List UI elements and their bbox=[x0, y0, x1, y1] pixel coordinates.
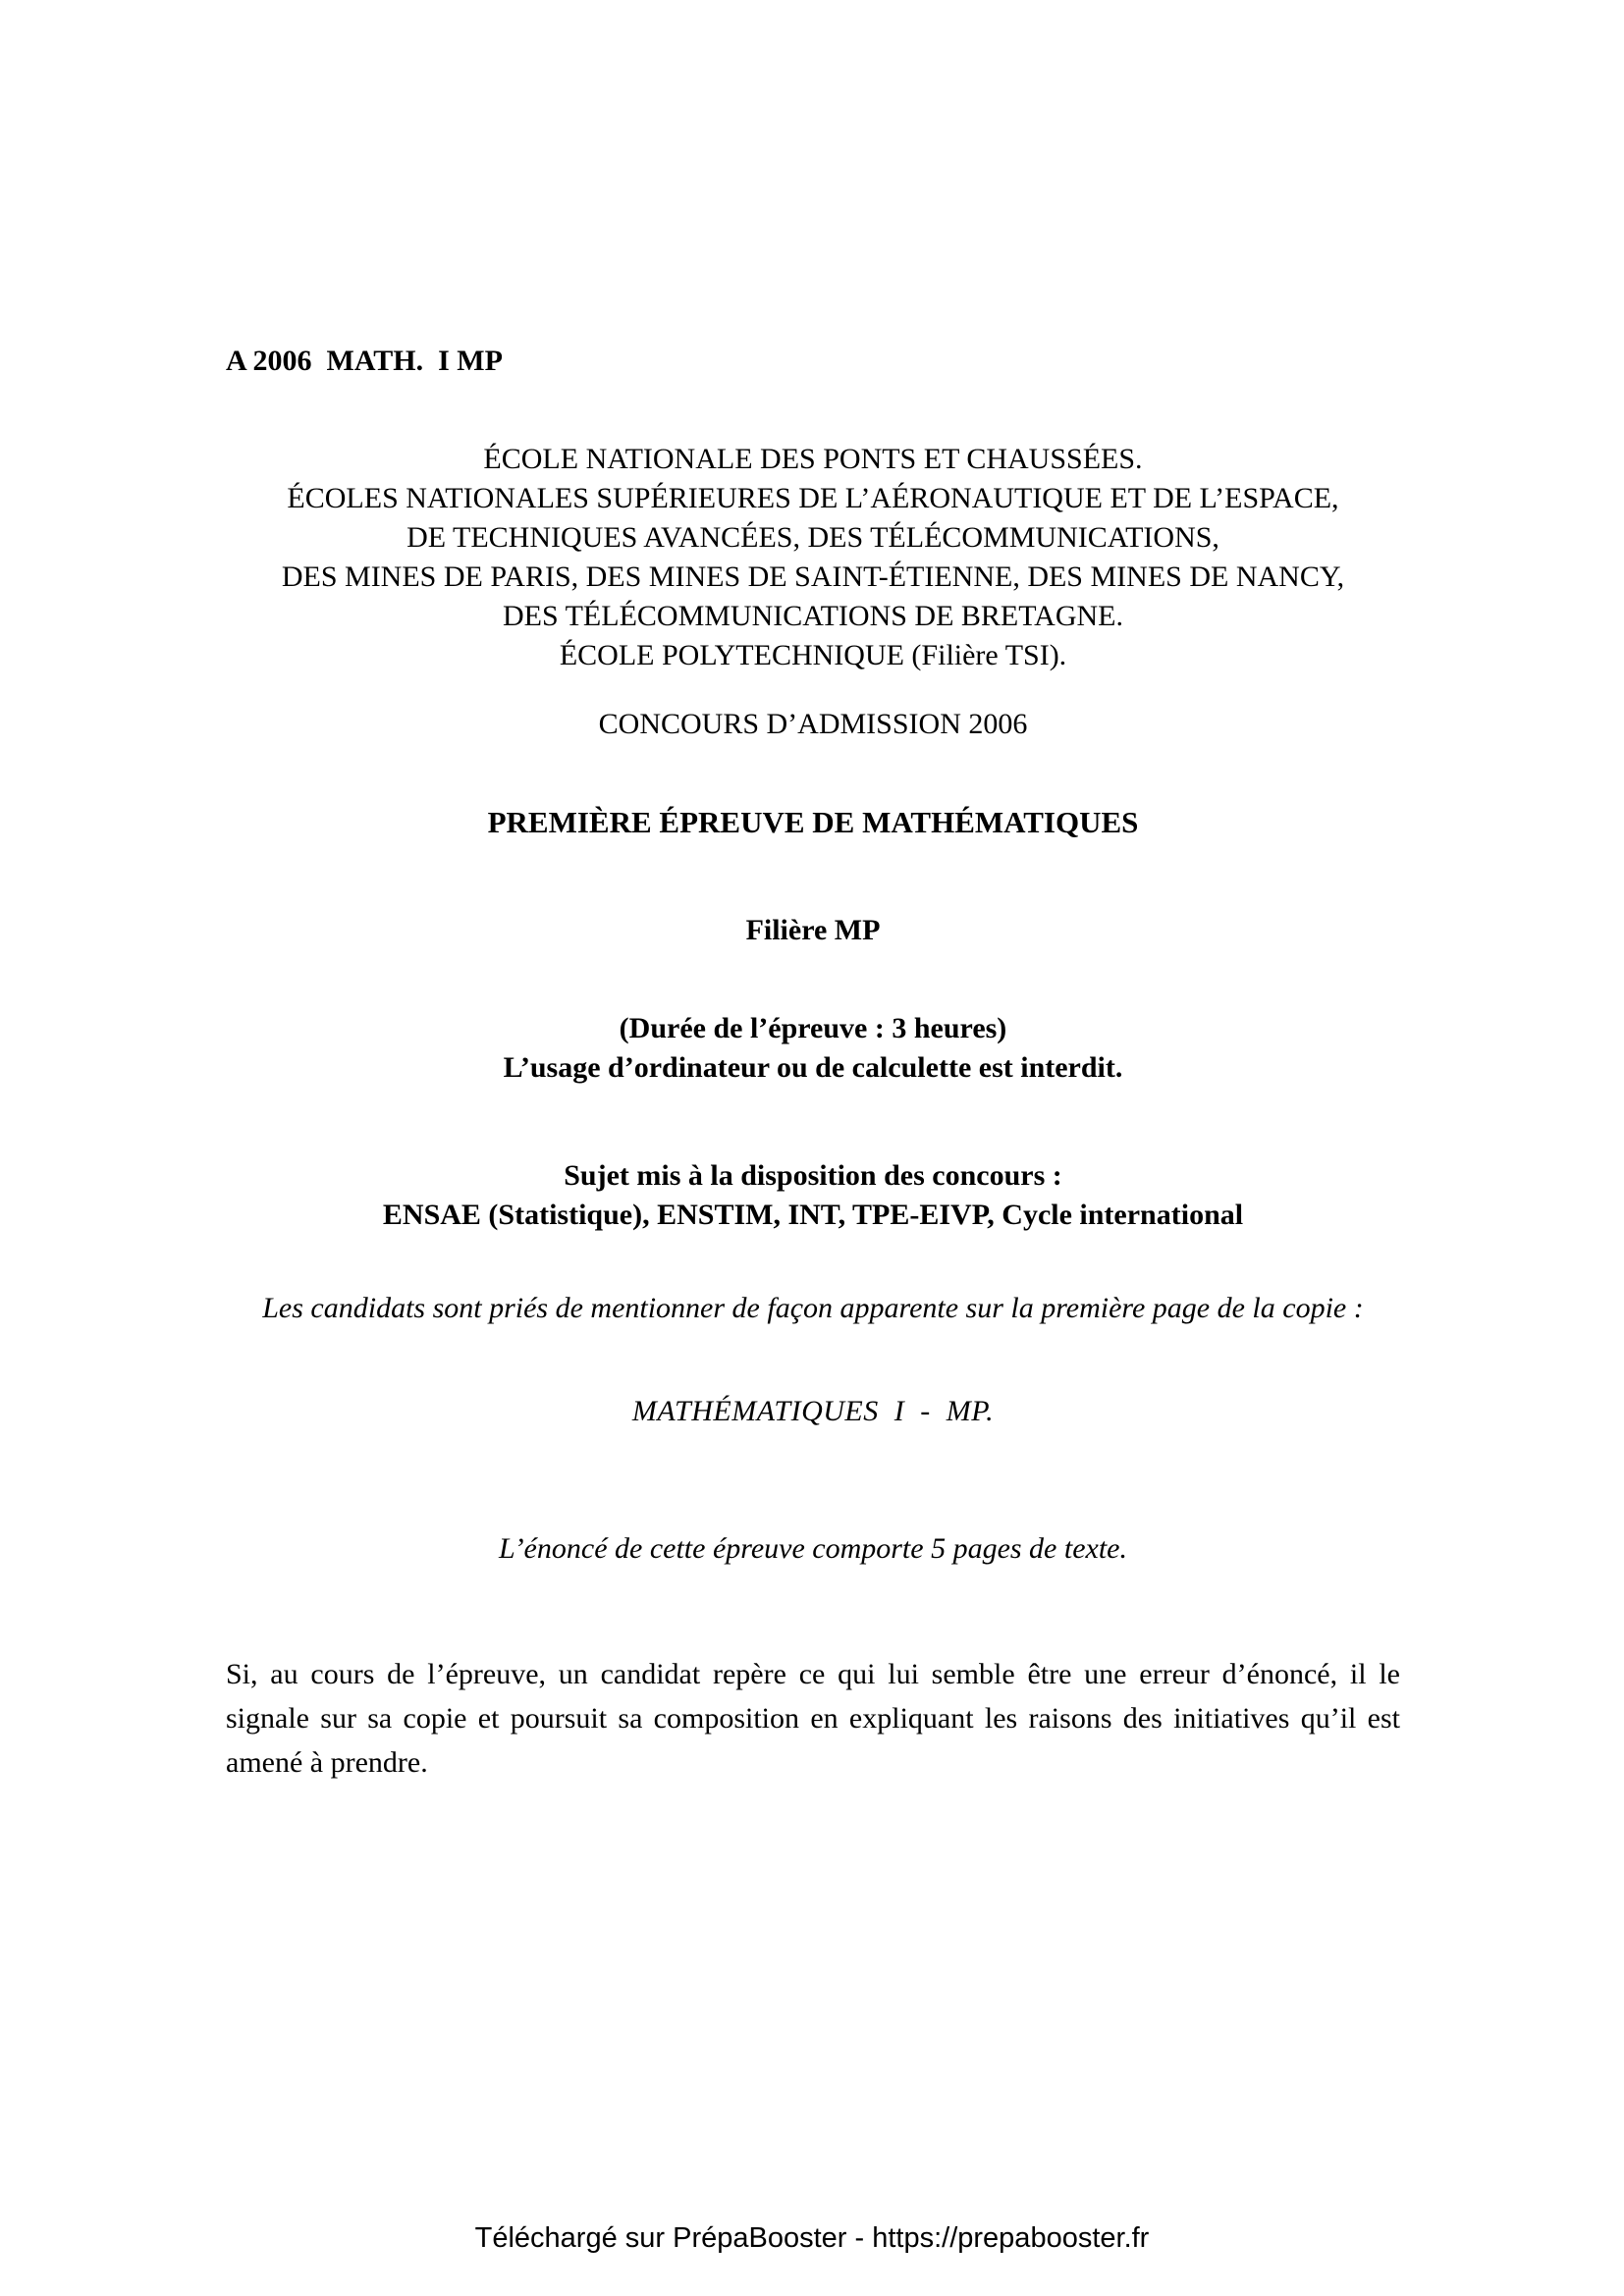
subject-heading: Sujet mis à la disposition des concours : bbox=[564, 1159, 1062, 1192]
exam-identification-label: MATHÉMATIQUES I - MP. bbox=[631, 1395, 995, 1427]
school-line-6: ÉCOLE POLYTECHNIQUE (Filière TSI). bbox=[559, 639, 1067, 671]
school-line-5: DES TÉLÉCOMMUNICATIONS DE BRETAGNE. bbox=[502, 600, 1124, 632]
school-line-4: DES MINES DE PARIS, DES MINES DE SAINT-ÉTIENNE, DES MINES DE NANCY, bbox=[281, 561, 1345, 593]
subject-schools: ENSAE (Statistique), ENSTIM, INT, TPE-EIVP, Cycle international bbox=[382, 1199, 1244, 1231]
school-line-3: DE TECHNIQUES AVANCÉES, DES TÉLÉCOMMUNICATIONS, bbox=[406, 521, 1219, 554]
no-computer-line: L’usage d’ordinateur ou de calculette est interdit. bbox=[503, 1051, 1123, 1084]
page-title: PREMIÈRE ÉPREUVE DE MATHÉMATIQUES bbox=[487, 805, 1139, 839]
concours-admission-line: CONCOURS D’ADMISSION 2006 bbox=[598, 708, 1028, 740]
candidates-instruction-note: Les candidats sont priés de mentionner de façon apparente sur la première page de la copie : bbox=[262, 1292, 1364, 1324]
erratum-instruction-paragraph: Si, au cours de l’épreuve, un candidat repère ce qui lui semble être une erreur d’énoncé, il le signale sur sa copie et poursuit sa composition en expliquant les raisons des initiatives qu’il est amené à prendre. bbox=[226, 1658, 1400, 1779]
subject-availability-block bbox=[226, 1156, 1400, 1235]
school-line-2: ÉCOLES NATIONALES SUPÉRIEURES DE L’AÉRONAUTIQUE ET DE L’ESPACE, bbox=[287, 482, 1339, 514]
exam-reference-code: A 2006 MATH. I MP bbox=[226, 345, 503, 377]
duration-line: (Durée de l’épreuve : 3 heures) bbox=[619, 1012, 1007, 1044]
download-source-footer: Téléchargé sur PrépaBooster - https://prepabooster.fr bbox=[474, 2222, 1150, 2254]
schools-list bbox=[226, 440, 1400, 675]
page-count-note: L’énoncé de cette épreuve comporte 5 pages de texte. bbox=[499, 1532, 1127, 1565]
duration-block bbox=[226, 1009, 1400, 1088]
school-line-1: ÉCOLE NATIONALE DES PONTS ET CHAUSSÉES. bbox=[483, 443, 1143, 475]
filiere-label: Filière MP bbox=[745, 914, 881, 946]
